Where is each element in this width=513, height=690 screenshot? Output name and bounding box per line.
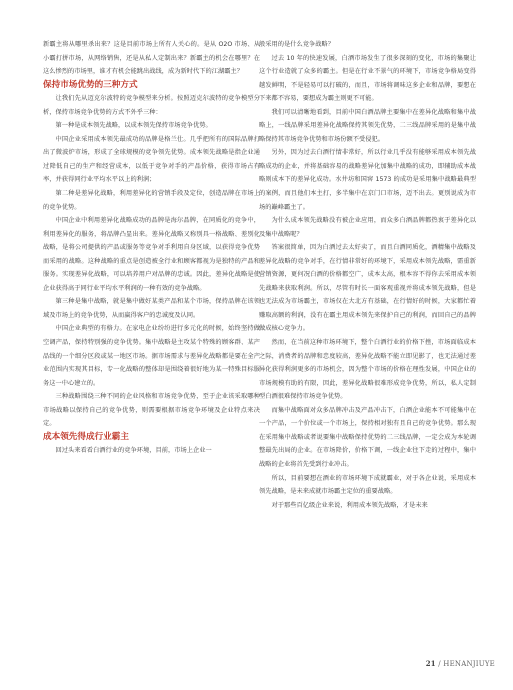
body-paragraph: 中国企业采用成本领先最成功的品牌是格兰仕。几乎把所有的国际品牌打出了微波炉市场，形成了全球规模的竞争领先优势。成本领先战略是指企业通过降低自己的生产和经营成本，以低于竞争对手的产品价格，获得市场占有率，并获得同行业平均水平以上的利润； [43, 135, 260, 184]
body-paragraph: 所以，目前要想在酒业的市场环境下成就霸业，对于各企业说，采用成本领先战略，是未来成就市场霸主定位的重要战略。 [259, 474, 476, 496]
section-heading-cost-leadership: 成本领先得成行业霸主 [43, 431, 129, 442]
body-paragraph: 我们可以清晰地看到，目前中国白酒品牌主要集中在差异化战略和集中战略上，一线品牌采用差异化战略保持其领先优势，二三线品牌采用的是集中战略保持其市场竞争优势和市场份额不受侵犯。 [259, 108, 476, 143]
body-paragraph: 第三种是集中战略，就是集中做好某类产品和某个市场，保持品牌在该领域及市场上的竞争优势，从而赢得客户的忠诚度及认同。 [43, 298, 260, 319]
intro-line: 有机会能跳出战线，成为新时代下的江湖霸主？ [111, 68, 243, 76]
section-heading-strategies: 保持市场优势的三种方式 [43, 79, 138, 90]
page-footer [426, 659, 495, 668]
body-paragraph: 另外，因为过去白酒行情非常好，所以行业几乎没有能够采用成本领先战略成功的企业，并将基础容易的战略差异化加集中战略的成功，即辅助成本战略则成本下的差异化成功。水井坊和国窖 1573 的成功是采用集中战略最典型的案例，而且他们本主打，多半集中在京门口市场，迈不出去。更别说成为市场的巅峰霸主了。 [259, 149, 476, 211]
intro-line: 定制出来？新霸主的机会在哪里？在这么惨烈的市场里，谁才 [43, 54, 260, 76]
body-paragraph: 第一种是成本领先战略，以成本领先保持市场竞争优势。 [55, 122, 212, 130]
body-paragraph: 中国企业典型的有格力。在家电企业纷纷进行多元化的时候，始终坚持做空调产品，保持特别强的竞争优势。集中战略是主攻某个特殊的顾客群、某产品线的一个细分区段或某一地区市场。据市场需求与差异化战略都是要在全产业范围内实现其目标，专一化战略的整体却是围绕着很好地为某一特殊目标服务这一中心建立的。 [43, 325, 260, 387]
body-paragraph: 让我们先从迈克尔波特的竞争模型来分析。按照迈克尔波特的竞争模型分析，保持市场竞争优势的方式不外乎三种： [43, 95, 260, 116]
intro-line: 是从 O2O 市场、从小霸打拼市场，从网络销售，还是从私人 [43, 41, 260, 62]
body-paragraph: 般采用的是什么竞争战略？ [259, 41, 334, 48]
body-paragraph: 然而，在当前这种市场环境下，整个白酒行业的价格下挫，市场面临成本之际，消费者的品牌和忠度较高，差异化战略不能立即见影了，也无法通过差异化获得利润更多的市场机会，因为整个市场的价格在理性发展，中国企业的市场规模有助的有限，因此，差异化战略很难形成竞争优势，所以，私人定制型白酒很难保持市场竞争优势。 [259, 339, 476, 401]
right-column [259, 38, 476, 512]
left-column [43, 38, 260, 458]
body-paragraph: 回过头来看看白酒行业的竞争环境，目前，市场上企业一 [55, 447, 212, 455]
body-paragraph: 对于那些百亿级企业来说，利用成本领先战略，才是未来 [271, 501, 428, 509]
magazine-name: / HENANJIUYE [438, 660, 495, 668]
body-paragraph: 而集中战略面对众多品牌冲击及产品冲击下，白酒企业能本不可能集中在一个产品，一个价位或一个市场上，保持相对独有且自己的竞争优势。那么现在采用集中战略或者说要集中战略保持优势的二三线品牌，一定会成为本轮调整最先出局的企业。在市场降价，价格下调，一线企业往下走的过程中，集中战略的企业将首先受到行业冲击。 [259, 406, 476, 468]
intro-paragraph [43, 38, 260, 79]
intro-line: 新霸主将从哪里杀出来？这是目前市场上所有人关心的。 [43, 41, 204, 48]
body-paragraph: 答案很简单，因为白酒过去太好卖了，而且白酒同质化，酒精集中战略及差异化战略的竞争对手，在行情非常好的环境下，采用成本领先战略，需重新营销资源，更何况白酒的价格都空广，成本太高，根本容不得你去采用成本领先战略来获取利润。所以，尽管有时长一面客观重视并将成本领先战略，但是也无法成为市场霸主，市场仅在大北方有基础，在行情好的时候，大家都忙着赚取高额的利润，没有在霸主用成本领先来保护自己的利润，而回自己的品牌做成核心竞争力。 [259, 244, 476, 333]
body-paragraph: 中国企业中利用差异化战略成功的品牌是海尔品牌，在同质化的竞争中，利用差异化的服务，将品牌凸显出来。差异化战略又称别具一格战略、差别化战略，是将公司提供的产品或服务等竞争对手利用自身区域，以获得竞争优势而采用的战略。这种战略的重点是创造被全行业和顾客都视为是独特的产品和服务。实现差异化战略，可以培养用户对品牌的忠诚。因此，差异化战略是使企业获得高于同行业平均水平利润的一种有效的竞争战略。 [43, 217, 260, 292]
body-paragraph: 三种战略围绕三种不同的企业风格和市场竞争优势，至于企业该采取哪种市场战略以保持自己的竞争优势，则需要根据市场竞争环境及企业特点来决定。 [43, 393, 260, 428]
page-number: 21 [425, 659, 436, 668]
body-paragraph: 第二种是差异化战略，利用差异化的营销手段及定位，创造品牌在市场上的竞争优势。 [43, 190, 260, 211]
body-paragraph: 为什么成本领先战略没有被企业应用，而众多白酒品牌都热衷于差异化以及集中战略呢？ [259, 217, 476, 238]
body-paragraph: 过去 10 年的快速发展，白酒市场发生了很多深刻的变化，市场的集聚让这个行业造就了众多的霸主。但是在行业不景气的环境下，市场竞争格局变得越发鲜明，不是轻易可以打破的，而且，市场将调味这多企业和品牌，要想在下来都不容易，要想成为霸主则更不可能。 [259, 54, 476, 103]
